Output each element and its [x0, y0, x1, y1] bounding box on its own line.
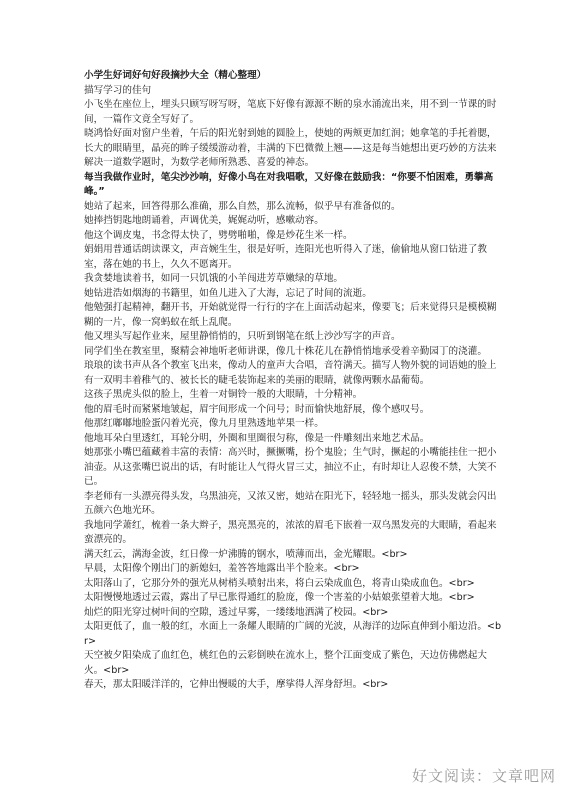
paragraph: 他那红嘟嘟地脸蛋闪着光亮，像九月里熟透地苹果一样。 — [84, 418, 324, 429]
paragraph: 太阳更低了，血一般的红，水面上一条耀人眼睛的广阔的光波，从海洋的边际直伸到小船边沿。<br> — [84, 621, 502, 647]
paragraph: 她站了起来，回答得那么准确，那么自然，那么流畅，似乎早有准备似的。 — [84, 200, 401, 212]
paragraph: 天空被夕阳染成了血红色，桃红色的云彩倒映在流水上，整个江面变成了紫色，天边仿佛燃起大火。<br> — [84, 650, 487, 676]
paragraph: 他地耳朵白里透红，耳轮分明，外圈和里圈很匀称，像是一件雕刻出来地艺术品。 — [84, 432, 430, 444]
paragraph: 她捧挡钥匙地朗诵着，声调优美，娓娓动听，感嗽动容。 — [84, 215, 324, 226]
paragraph: 同学们坐在教室里，聚精会神地听老师讲课，像几十株花儿在静悄悄地承受着辛勤园丁的浇灌。 — [84, 345, 487, 357]
section-heading: 描写学习的佳句 — [84, 84, 152, 96]
paragraph: 满天红云，满海金波，红日像一炉沸腾的钢水，喷薄而出，金光耀眼。<br> — [84, 548, 408, 560]
paragraph: 晓鸿恰好面对窗户坐着，午后的阳光射到她的圆脸上，使她的两颊更加红润；她拿笔的手托着腮，长大的眼睛里，晶亮的眸子缓缓游动着，丰满的下巴微微上翘——这是每当她想出更巧妙的方法来解决一道数学题时，为数学老师所熟悉、喜爱的神态。 — [84, 128, 497, 168]
paragraph: 小飞坐在座位上，埋头只顾写呀写呀，笔底下好像有源源不断的泉水涌流出来，用不到一节课的时间，一篇作文竟全写好了。 — [84, 99, 497, 125]
paragraph: 他这个调皮鬼，书念得太快了，劈劈啪啪，像是炒花生米一样。 — [84, 229, 353, 241]
paragraph: 我贪婪地读着书，如同一只饥饿的小羊闯进芳草嫩绿的草地。 — [84, 273, 344, 284]
paragraph: 他又埋头写起作业来，屋里静悄悄的，只听到钢笔在纸上沙沙写字的声音。 — [84, 331, 401, 342]
paragraph: 李老师有一头漂亮得头发，乌黑油亮，又浓又密，她站在阳光下，轻轻地一摇头，那头发就会闪出五颜六色地光环。 — [84, 490, 497, 516]
paragraph: 他的眉毛时而紧紧地皱起，眉宇间形成一个问号；时而愉快地舒展，像个感叹号。 — [84, 403, 430, 415]
paragraph: 她那张小嘴巴蕴藏着丰富的表情：高兴时，撅撅嘴，扮个鬼脸；生气时，撅起的小嘴能挂住一把小油壶。从这张嘴巴说出的话，有时能让人气得火冒三丈，抽泣不止，有时却让人忍俊不禁，大笑不已。 — [84, 447, 497, 487]
paragraph: 每当我做作业时，笔尖沙沙响，好像小鸟在对我唱歌，又好像在鼓励我：“你要不怕困难，勇攀高峰。” — [84, 171, 494, 197]
document-title: 小学生好词好句好段摘抄大全（精心整理） — [84, 70, 267, 81]
paragraph: 灿烂的阳光穿过树叶间的空隙，透过早雾，一缕缕地洒满了校园。<br> — [84, 606, 389, 618]
paragraph: 他勉强打起精神，翻开书，开始就觉得一行行的字在上面活动起来，像要飞；后来觉得只是模模糊糊的一片，像一窝蚂蚁在纸上乱爬。 — [84, 302, 497, 328]
paragraph: 她钻进浩如烟海的书籍里，如鱼儿进入了大海，忘记了时间的流逝。 — [84, 287, 372, 299]
paragraph: 这孩子黑虎头似的脸上，生着一对铜铃一般的大眼睛，十分精神。 — [84, 389, 363, 400]
paragraph: 琅琅的读书声从各个教室飞出来，像动人的童声大合唱，音符满天。描写人物外貌的词语她的脸上有一双明丰着稚气的、被长长的睫毛装饰起来的美丽的眼睛，就像两颗水晶葡萄。 — [84, 360, 497, 386]
paragraph: 我地同学萧红，梳着一条大辫子，黑亮黑亮的，浓浓的眉毛下嵌着一双乌黑发亮的大眼睛，看起来蛮漂亮的。 — [84, 519, 497, 545]
paragraph: 早晨，太阳像个刚出门的新媳妇，羞答答地露出半个脸来。<br> — [84, 563, 360, 574]
paragraph: 太阳落山了，它那分外的强光从树梢头喷射出来，将白云染成血色，将青山染成血色。<br> — [84, 577, 475, 589]
paragraph: 太阳慢慢地透过云霞，露出了早已胀得通红的脸庞，像一个害羞的小姑娘张望着大地。<br> — [84, 592, 475, 603]
paragraph: 春天，那太阳暖洋洋的，它伸出慢暖的大手，摩挲得人浑身舒坦。<br> — [84, 679, 389, 690]
paragraph: 娟娟用普通话朗读课文，声音婉生生，很是好听，连阳光也听得入了迷，偷偷地从窗口钻进了教室，落在她的书上，久久不愿离开。 — [84, 244, 487, 270]
document-body — [84, 69, 502, 693]
site-watermark: 好文阅读：文章吧网 — [411, 767, 556, 785]
